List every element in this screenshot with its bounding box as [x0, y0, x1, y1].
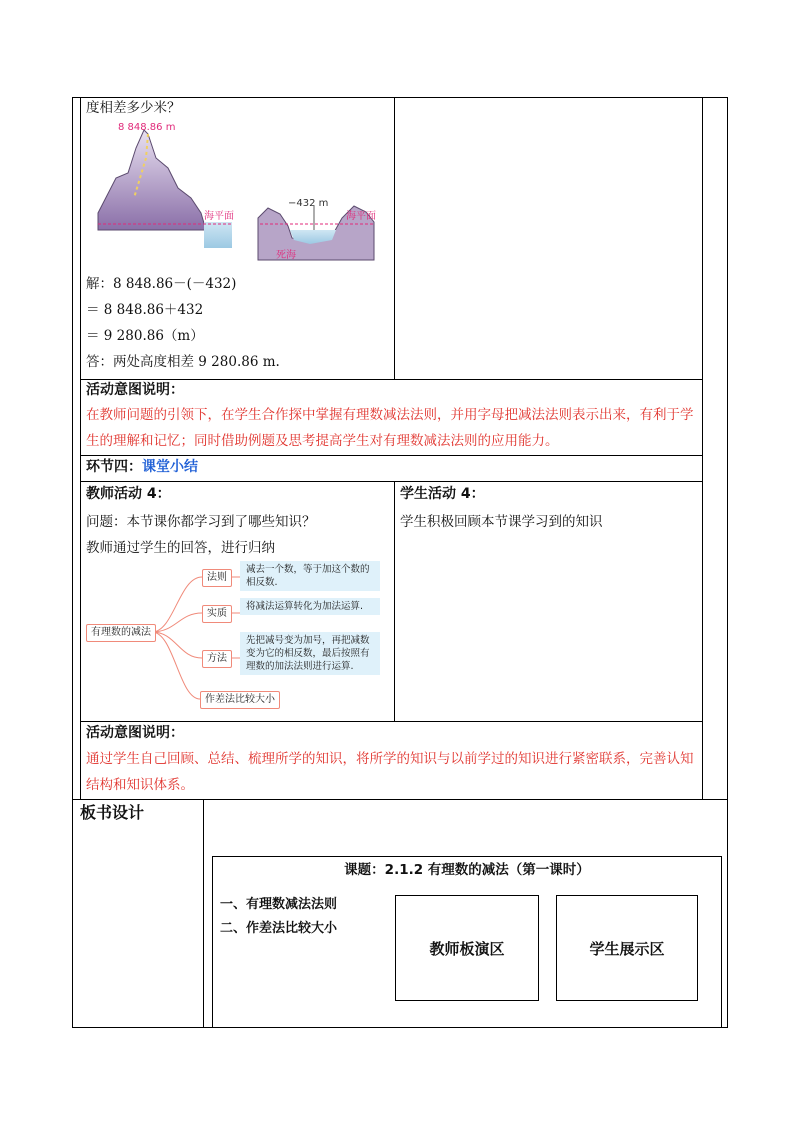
mindmap-desc-method: 先把减号变为加号，再把减数变为它的相反数，最后按照有理数的加法法则进行运算. — [240, 632, 380, 675]
student-activity-text: 学生积极回顾本节课学习到的知识 — [400, 514, 603, 530]
intent-text-1: 在教师问题的引领下，在学生合作探中掌握有理数减法法则，并用字母把减法法则表示出来，有利于学生的理解和记忆；同时借助例题及思考提高学生对有理数减法法则的应用能力。 — [86, 407, 694, 449]
mindmap-desc-essence: 将减法运算转化为加法运算. — [240, 598, 380, 615]
dead-sea-height-label: −432 m — [288, 198, 329, 209]
question-tail: 度相差多少米？ — [86, 100, 181, 116]
mindmap-node-essence: 实质 — [202, 605, 232, 623]
sea-level-label-2: 海平面 — [346, 211, 376, 222]
dead-sea-label: 死海 — [276, 250, 296, 261]
mindmap-node-method: 方法 — [202, 650, 232, 668]
teacher-board-area-label: 教师板演区 — [429, 939, 505, 958]
student-activity-heading: 学生活动 4： — [400, 486, 485, 502]
everest-height-label: 8 848.86 m — [118, 122, 176, 133]
solution-line-2: ＝ 8 848.86＋432 — [86, 302, 204, 318]
teacher-question: 问题：本节课你都学习到了哪些知识？ — [86, 514, 316, 530]
section-header — [86, 457, 198, 477]
section-prefix: 环节四： — [86, 459, 142, 475]
mindmap-node-compare: 作差法比较大小 — [200, 691, 280, 709]
altitude-figure — [96, 118, 386, 268]
section-title: 课堂小结 — [142, 459, 198, 475]
student-display-area-label: 学生展示区 — [589, 939, 665, 958]
intent-heading-2: 活动意图说明： — [86, 725, 184, 741]
sea-level-label: 海平面 — [204, 211, 234, 222]
solution-line-1: 解：8 848.86－(－432) — [86, 276, 237, 292]
answer-line: 答：两处高度相差 9 280.86 m. — [86, 354, 280, 370]
teacher-summary: 教师通过学生的回答，进行归纳 — [86, 540, 275, 556]
mindmap — [84, 560, 388, 712]
intent-heading-1: 活动意图说明： — [86, 382, 184, 398]
teacher-activity-heading: 教师活动 4： — [86, 486, 171, 502]
mindmap-root: 有理数的减法 — [86, 624, 156, 642]
board-item-2: 二、作差法比较大小 — [220, 921, 338, 936]
board-design-label: 板书设计 — [80, 803, 145, 822]
mindmap-desc-rule: 减去一个数，等于加这个数的相反数. — [240, 561, 380, 591]
board-title: 课题：2.1.2 有理数的减法（第一课时） — [344, 862, 590, 878]
teacher-board-area — [395, 895, 539, 1001]
intent-text-2: 通过学生自己回顾、总结、梳理所学的知识，将所学的知识与以前学过的知识进行紧密联系，完善认知结构和知识体系。 — [86, 751, 694, 793]
solution-line-3: ＝ 9 280.86（m） — [86, 328, 204, 344]
board-item-1: 一、有理数减法法则 — [220, 897, 338, 912]
mindmap-node-rule: 法则 — [202, 569, 232, 587]
student-display-area — [556, 895, 698, 1001]
